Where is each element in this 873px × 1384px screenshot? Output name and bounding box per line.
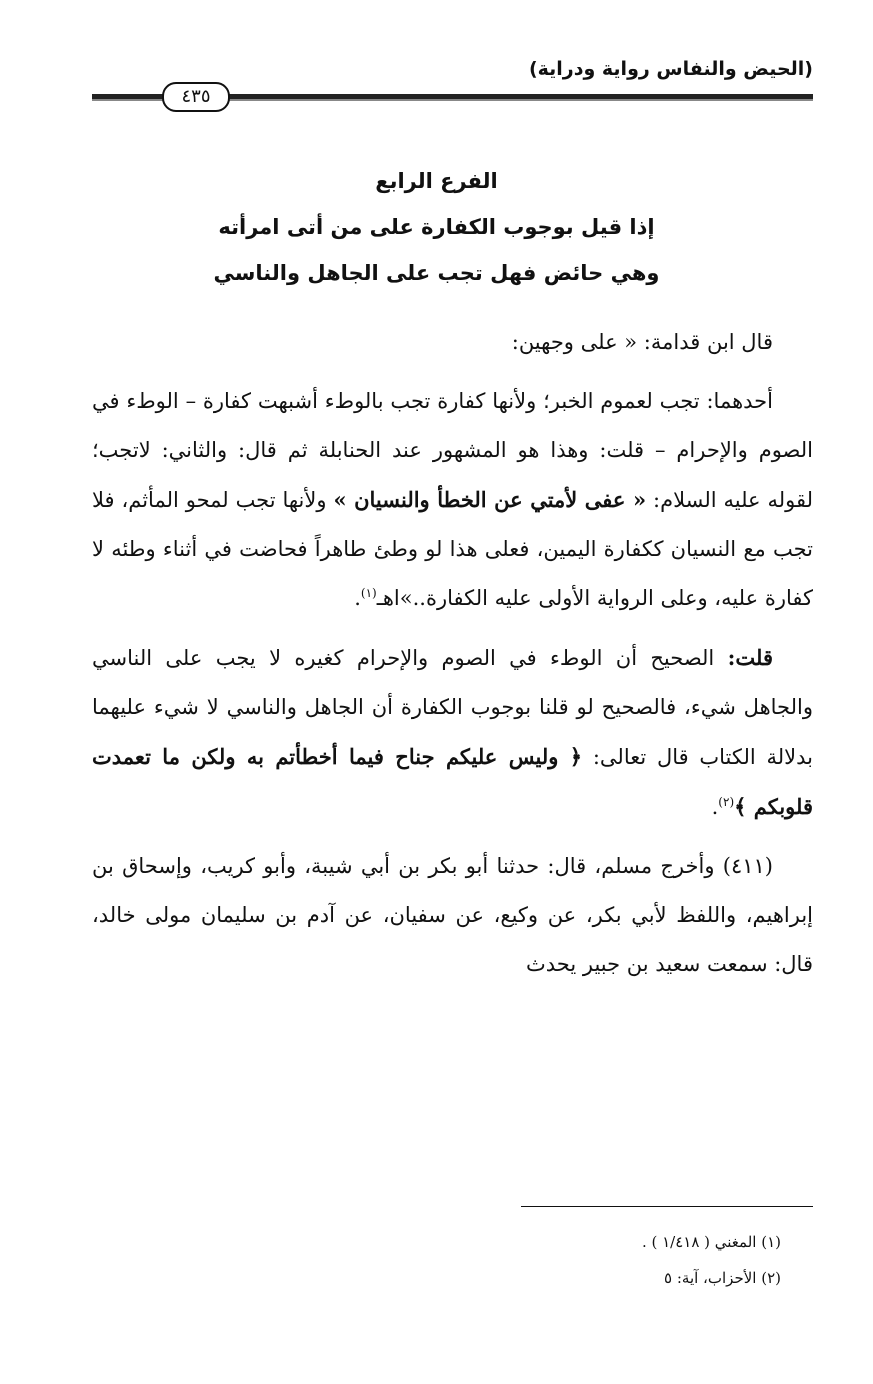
paragraph-2 (92, 377, 813, 623)
paragraph-3-text: الصحيح أن الوطء في الصوم والإحرام كغيره لا يجب على الناسي والجاهل شيء، فالصحيح لو قلنا بوجوب الكفارة أن الجاهل والناسي لا شيء عليهما بدلالة الكتاب قال تعالى: (92, 646, 813, 769)
footnote-2: (٢) الأحزاب، آية: ٥ (664, 1269, 781, 1287)
section-headings (140, 158, 733, 296)
section-title-line-1: إذا قيل بوجوب الكفارة على من أتى امرأته (218, 215, 655, 239)
paragraph-1 (92, 318, 813, 367)
paragraph-3-lead: قلت: (727, 645, 774, 670)
paragraph-2-end: . (354, 586, 361, 610)
page-number: ٤٣٥ (162, 82, 230, 112)
footnote-rule (521, 1206, 813, 1207)
quran-verse: ﴿ وليس عليكم جناح فيما أخطأتم به ولكن ما تعمدت قلوبكم ﴾ (92, 744, 813, 819)
hadith-quote: « عفى لأمتي عن الخطأ والنسيان » (333, 487, 647, 512)
page-header (92, 58, 813, 108)
body-text (92, 318, 813, 999)
section-title-line-2: وهي حائض فهل تجب على الجاهل والناسي (213, 261, 660, 285)
footnote-ref-2: (٢) (718, 795, 735, 809)
running-title: (الحيض والنفاس رواية ودراية) (528, 58, 813, 80)
paragraph-2-text: أحدهما: تجب لعموم الخبر؛ ولأنها كفارة تجب بالوطء أشبهت كفارة – الوطء في الصوم والإحرام – قلت: وهذا هو المشهور عند الحنابلة ثم قال: والثاني: لاتجب؛ لقوله عليه السلام: (92, 389, 813, 512)
paragraph-4 (92, 842, 813, 989)
paragraph-4-text: (٤١١) وأخرج مسلم، قال: حدثنا أبو بكر بن أبي شيبة، وأبو كريب، وإسحاق بن إبراهيم، واللفظ لأبي بكر، عن وكيع، عن سفيان، عن آدم بن سليمان مولى خالد، قال: سمعت سعيد بن جبير يحدث (92, 854, 813, 976)
paragraph-3 (92, 633, 813, 832)
section-heading: الفرع الرابع (375, 169, 498, 193)
paragraph-2-continuation: ولأنها تجب لمحو المأثم، فلا تجب مع النسيان ككفارة اليمين، فعلى هذا لو وطئ طاهراً فحاضت في أثناء وطئه لا كفارة عليه، وعلى الرواية الأولى عليه الكفارة..»اهـ (92, 488, 813, 610)
footnote-ref-1: (١) (360, 586, 377, 600)
paragraph-1-text: قال ابن قدامة: « على وجهين: (511, 330, 773, 354)
footnotes (300, 1224, 781, 1296)
footnote-1: (١) المغني ( ١/٤١٨ ) . (641, 1233, 781, 1251)
paragraph-3-end: . (711, 795, 719, 819)
